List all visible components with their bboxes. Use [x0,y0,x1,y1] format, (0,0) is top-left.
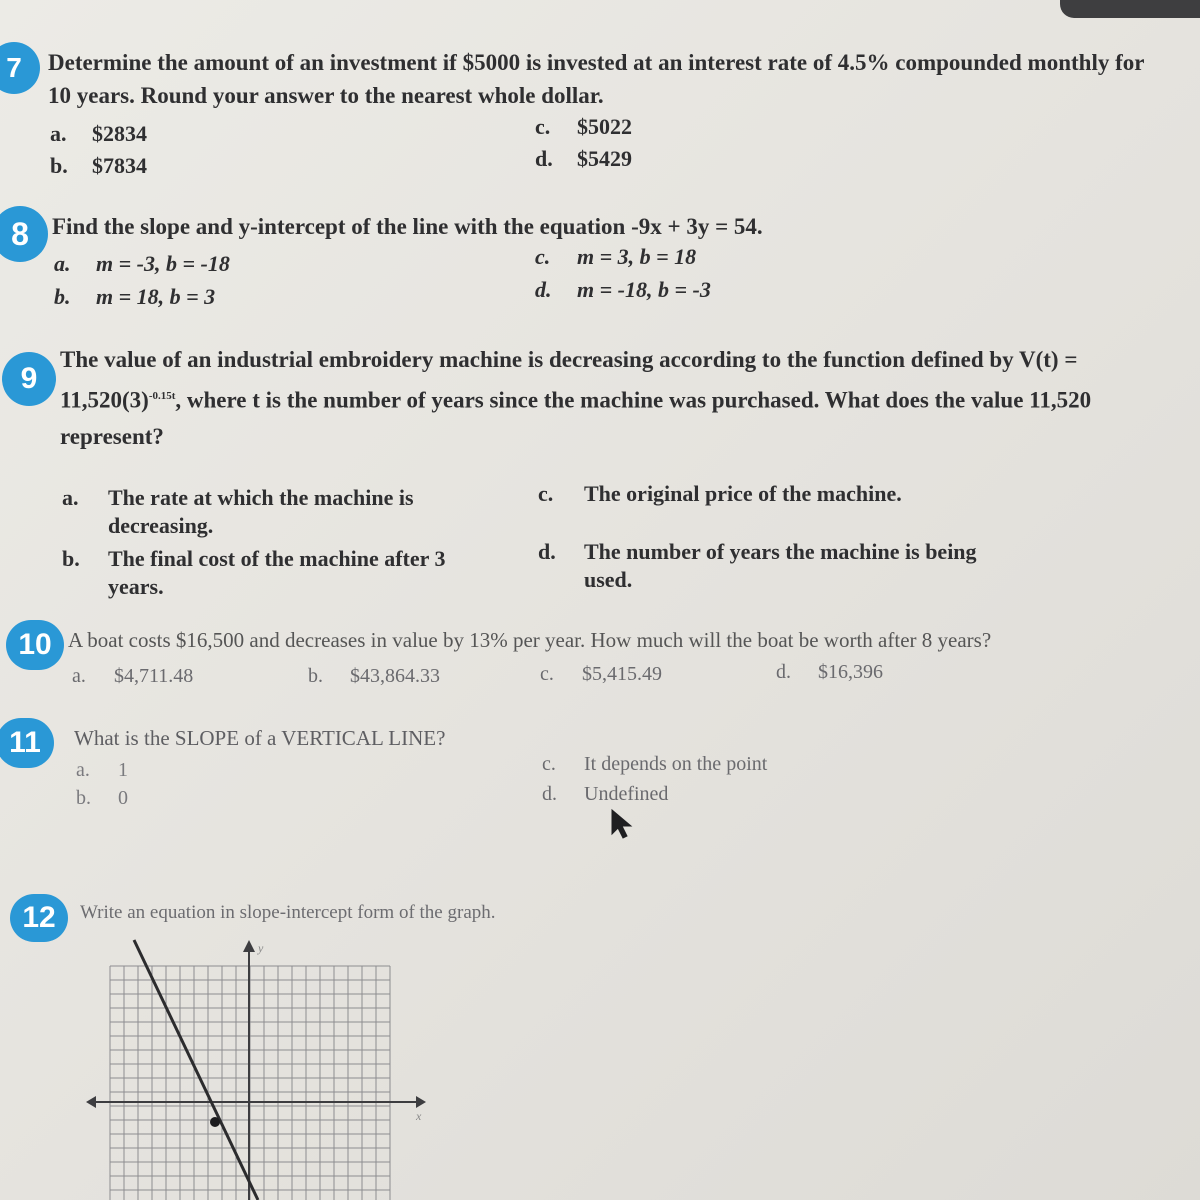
choice-letter: c. [535,244,551,269]
choice-letter: b. [62,546,80,571]
question-7-choice-c[interactable] [535,113,632,141]
choice-letter: c. [535,114,551,139]
choice-text: Undefined [584,783,669,805]
question-9-text-start: The value of an industrial embroidery machine is decreasing according to the function defined by V(t) = 11,520(3) [60,347,1078,413]
choice-text: m = -3, b = -18 [96,251,230,276]
question-12-text: Write an equation in slope-intercept form of the graph. [80,902,496,923]
choice-letter: c. [542,753,556,775]
choice-letter: d. [535,146,553,171]
y-axis-label: y [258,941,264,955]
choice-text: m = 18, b = 3 [96,284,216,309]
question-9-exponent: -0.15t [148,390,176,402]
question-11-choice-d[interactable] [542,780,668,808]
choice-letter: b. [50,153,68,178]
question-8-choice-a[interactable] [54,250,230,278]
question-10-choice-a[interactable] [72,662,193,690]
question-9-badge: 9 [2,352,56,406]
question-7-text: Determine the amount of an investment if $5000 is invested at an interest rate of 4.5% compounded monthly for 10 years. Round your answer to the nearest whole dollar. [48,50,1145,108]
graph-point [210,1117,220,1127]
choice-text: $2834 [92,121,147,146]
question-12-badge: 12 [10,894,68,942]
choice-text: 0 [118,787,128,809]
question-11-choice-c[interactable] [542,750,767,778]
choice-text: 1 [118,759,128,781]
question-10-badge: 10 [6,620,64,670]
question-11-choice-a[interactable] [76,756,128,784]
question-8-text: Find the slope and y-intercept of the line with the equation -9x + 3y = 54. [52,214,763,239]
choice-text: The rate at which the machine is decreasing. [108,485,414,538]
question-9-choice-d[interactable] [538,538,978,594]
choice-letter: a. [76,759,90,781]
choice-text: $5,415.49 [582,663,662,685]
choice-letter: a. [54,251,71,276]
choice-text: $16,396 [818,661,883,683]
question-7-choice-a[interactable] [50,120,147,148]
choice-letter: b. [308,665,323,687]
choice-text: The final cost of the machine after 3 years. [108,546,446,599]
choice-text: The original price of the machine. [584,481,902,506]
coordinate-graph [80,930,440,1200]
choice-letter: c. [538,481,554,506]
choice-text: $7834 [92,153,147,178]
question-9-text-end: , where t is the number of years since the machine was purchased. What does the value 11,520 represent? [60,387,1092,449]
graph-line [134,940,258,1200]
question-7-choice-b[interactable] [50,152,147,180]
mouse-pointer-icon [610,808,636,840]
question-8-choice-d[interactable] [535,276,711,304]
question-11-choice-b[interactable] [76,784,128,812]
question-10-choice-c[interactable] [540,660,662,688]
question-9-text [60,342,1170,455]
question-9-choice-a[interactable] [62,484,472,540]
choice-text: m = -18, b = -3 [577,277,711,302]
question-9-choice-b[interactable] [62,545,482,601]
y-axis [243,940,255,1200]
choice-letter: a. [50,121,67,146]
question-11-text: What is the SLOPE of a VERTICAL LINE? [74,726,446,750]
question-8-badge: 8 [0,206,48,262]
choice-text: $43,864.33 [350,665,440,687]
choice-letter: b. [76,787,91,809]
choice-text: The number of years the machine is being used. [584,539,977,592]
choice-text: It depends on the point [584,753,768,775]
choice-letter: d. [776,661,791,683]
choice-letter: a. [72,665,86,687]
question-8-choice-c[interactable] [535,243,696,271]
question-7-badge: 7 [0,42,40,94]
question-8-choice-b[interactable] [54,283,215,311]
question-11-badge: 11 [0,718,54,768]
choice-text: $5022 [577,114,632,139]
choice-letter: c. [540,663,554,685]
choice-letter: b. [54,284,71,309]
choice-text: $5429 [577,146,632,171]
question-9-choice-c[interactable] [538,480,958,508]
choice-letter: d. [542,783,557,805]
x-axis-label: x [416,1109,422,1123]
choice-text: $4,711.48 [114,665,194,687]
choice-letter: a. [62,485,79,510]
choice-letter: d. [535,277,552,302]
question-7-choice-d[interactable] [535,145,632,173]
overlay-tab [1060,0,1200,18]
choice-text: m = 3, b = 18 [577,244,697,269]
question-10-choice-b[interactable] [308,662,440,690]
choice-letter: d. [538,539,556,564]
question-10-choice-d[interactable] [776,658,883,686]
question-10-text: A boat costs $16,500 and decreases in value by 13% per year. How much will the boat be worth after 8 years? [68,628,992,652]
